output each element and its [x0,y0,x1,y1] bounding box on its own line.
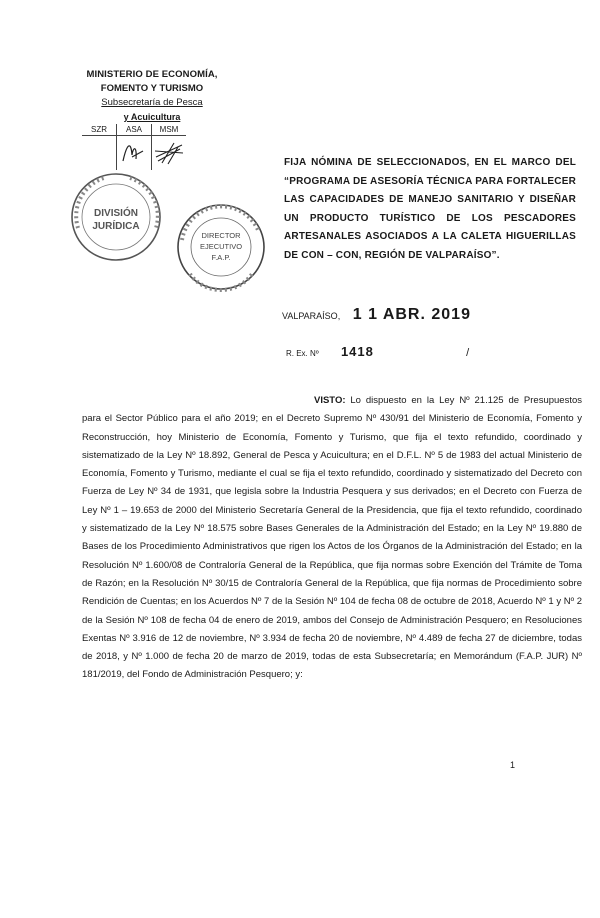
division-juridica-stamp-icon [64,168,172,266]
stamp-text-2: JURÍDICA [92,221,140,232]
date-stamp: 1 1 ABR. 2019 [352,306,471,323]
subsecretaria-line: Subsecretaría de Pesca [101,97,203,108]
page-number: 1 [510,760,516,770]
handwritten-signature-icon [119,137,149,167]
initials-3: MSM [159,125,179,134]
resolution-reference [286,344,469,359]
dateline [282,306,471,324]
date-place: VALPARAÍSO, [282,311,341,321]
initials-box [82,124,186,170]
signature-cell-2 [117,136,152,171]
initials-1: SZR [82,124,117,136]
reference-trailing: / [466,347,470,359]
handwritten-signature-icon [152,137,186,167]
ministry-line-1: MINISTERIO DE ECONOMÍA, [86,69,218,80]
visto-paragraph [82,392,582,685]
stamp-text-5: F.A.P. [211,253,231,262]
ministry-header [82,68,222,124]
visto-lead: VISTO: [314,395,346,406]
stamp-text-1: DIVISIÓN [94,208,138,219]
visto-text: Lo dispuesto en la Ley Nº 21.125 de Presupuestos para el Sector Público para el año 2019; en el Decreto Supremo Nº 430/91 del Ministerio de Economía, Fomento y Reconstrucción, hoy Ministerio de Economía, Fomento y Turismo, que fija el texto refundido, coordinado y sistematizado de la Ley Nº 18.892, General de Pesca y Acuicultura; en el D.F.L. Nº 5 de 1983 del actual Ministerio de Economía, Fomento y Turismo, mediante el cual se fija el texto refundido, coordinado y sistematizado del Decreto con Fuerza de Ley Nº 34 de 1931, que legisla sobre la Industria Pesquera y sus derivados; en el Decreto con Fuerza de Ley Nº 1 – 19.653 de 2000 del Ministerio Secretaría General de la Presidencia, que fija el texto refundido, coordinado y sistematizado de la Ley Nº 18.575 sobre Bases Generales de la Administración del Estado; en la Ley Nº 19.880 de Bases de los Procedimiento Administrativos que rigen los Actos de los Órganos de la Administración del Estado; en la Resolución Nº 1.600/08 de Contraloría General de la República, que fija normas sobre Exención del Trámite de Toma de Razón; en la Resolución Nº 30/15 de Contraloría General de la República, que fija normas de Procedimiento sobre Rendición de Cuentas; en los Acuerdos Nº 7 de la Sesión Nº 104 de fecha 08 de octubre de 2018, Acuerdo Nº 1 y Nº 2 de la Sesión Nº 108 de fecha 04 de enero de 2019, ambos del Consejo de Administración Pesquero; en Resoluciones Exentas Nº 3.916 de 12 de noviembre, Nº 3.934 de fecha 20 de noviembre, Nº 4.489 de fecha 27 de diciembre, todas de 2018, y Nº 1.000 de fecha 20 de marzo de 2019, todas de esta Subsecretaría; en Memorándum (F.A.P. JUR) Nº 181/2019, del Fondo de Administración Pesquero; y: [82,395,583,681]
signature-cell-1 [82,136,117,171]
reference-label: R. Ex. Nº [286,349,319,358]
subsecretaria-line-2: y Acuicultura [123,112,181,122]
ministry-line-2: FOMENTO Y TURISMO [100,83,204,94]
director-ejecutivo-stamp-icon [170,200,272,294]
reference-number: 1418 [340,344,374,359]
resolution-title: FIJA NÓMINA DE SELECCIONADOS, EN EL MARCO DEL “PROGRAMA DE ASESORÍA TÉCNICA PARA FORTALECER LAS CAPACIDADES DE MANEJO SANITARIO Y DISEÑAR UN PRODUCTO TURÍSTICO DE LOS PESCADORES ARTESANALES ASOCIADOS A LA CALETA HIGUERILLAS DE CON – CON, REGIÓN DE VALPARAÍSO”. [284,157,576,261]
signature-cell-3 [152,136,187,171]
stamp-text-3: DIRECTOR [201,231,241,240]
initials-2: ASA [117,124,152,136]
stamp-text-4: EJECUTIVO [199,242,243,251]
